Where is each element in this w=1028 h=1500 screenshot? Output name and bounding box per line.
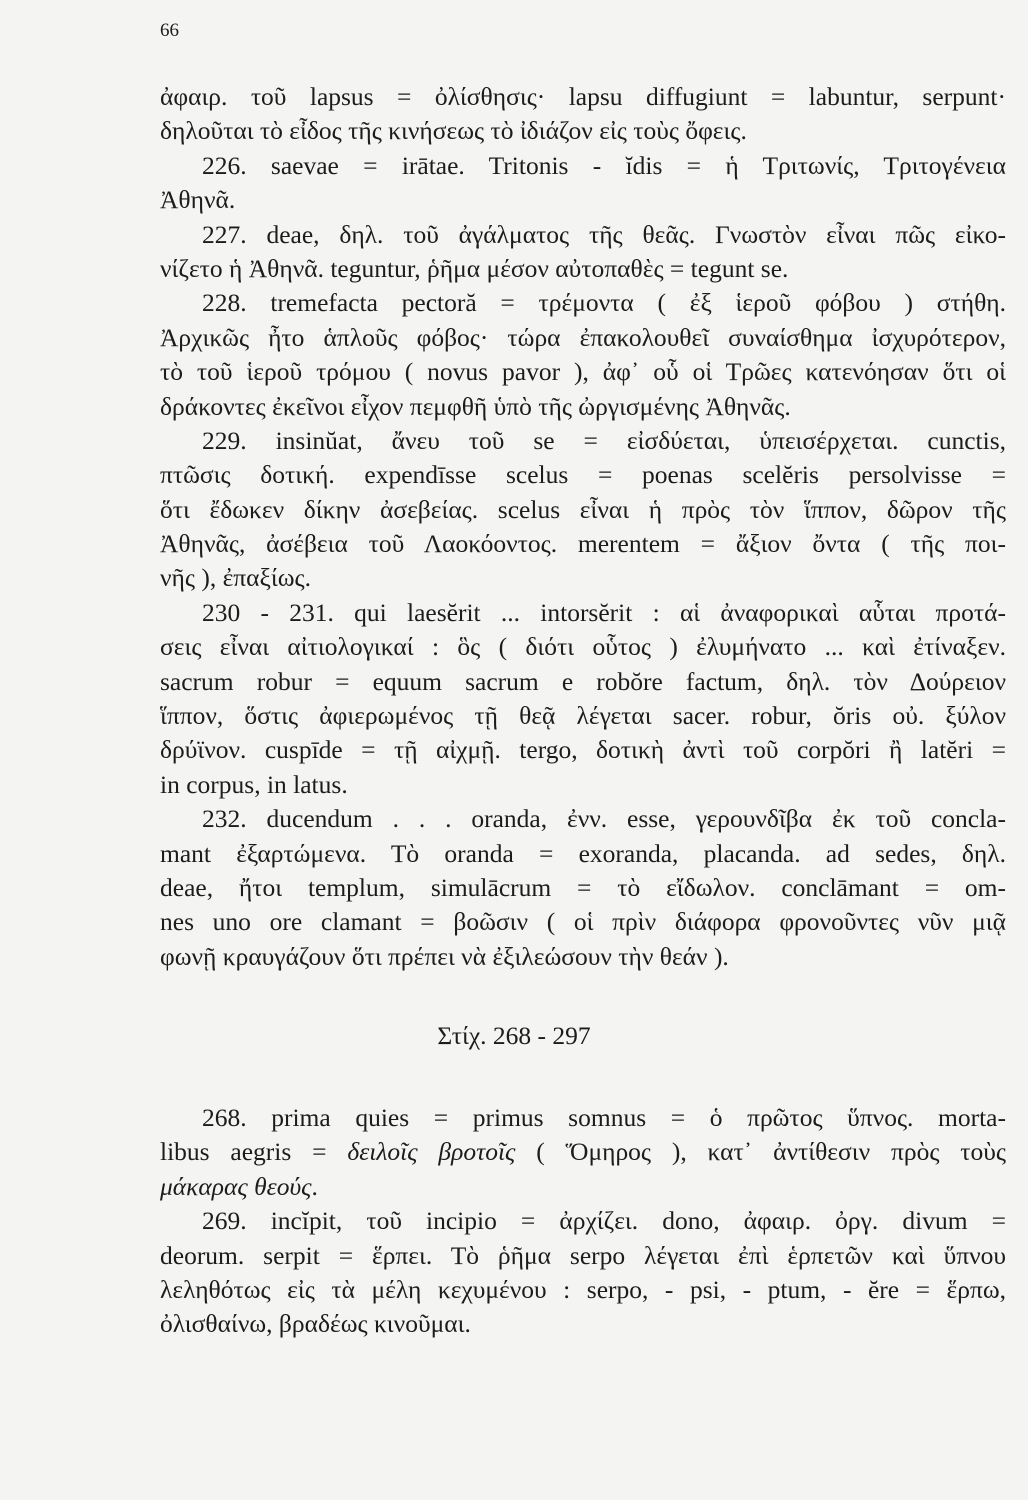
text-line: ὀλισθαίνω, βραδέως κινοῦμαι. <box>160 1309 471 1339</box>
text-line: δράκοντες ἐκεῖνοι εἶχον πεμφθῆ ὑπὸ τῆς ὠργισμένης Ἀθηνᾶς. <box>160 391 791 421</box>
section-heading: Στίχ. 268 - 297 <box>437 1021 591 1050</box>
text-line: deae, ἤτοι templum, simulācrum = τὸ εἴδωλον. conclāmant = om- <box>160 872 1006 902</box>
text-line: 229. insinŭat, ἄνευ τοῦ se = εἰσδύεται, ὑπεισέρχεται. cunctis, <box>202 425 1006 455</box>
text-line: νίζετο ἡ Ἀθηνᾶ. teguntur, ῥῆμα μέσον αὐτοπαθὲς = tegunt se. <box>160 253 789 283</box>
text-line: πτῶσις δοτική. expendīsse scelus = poenas scelĕris persolvisse = <box>160 460 1006 490</box>
text-line: Ἀθηνᾶ. <box>160 185 236 215</box>
italic-phrase: δειλοῖς βροτοῖς <box>347 1137 516 1167</box>
text-line: 232. ducendum . . . oranda, ἐνν. esse, γερουνδῖβα ἐκ τοῦ concla- <box>202 804 1006 834</box>
text-line: ἵππον, ὅστις ἀφιερωμένος τῇ θεᾷ λέγεται sacer. robur, ŏris οὐ. ξύλον <box>160 701 1006 731</box>
text-line: δηλοῦται τὸ εἶδος τῆς κινήσεως τὸ ἰδιάζον εἰς τοὺς ὄφεις. <box>160 116 747 146</box>
text-line: λεληθότως εἰς τὰ μέλη κεχυμένου : serpo, - psi, - ptum, - ĕre = ἕρπω, <box>160 1274 1006 1304</box>
text-line: 227. deae, δηλ. τοῦ ἀγάλματος τῆς θεᾶς. Γνωστὸν εἶναι πῶς εἰκο- <box>202 219 1006 249</box>
text-line: 269. incĭpit, τοῦ incipio = ἀρχίζει. dono, ἀφαιρ. ὀργ. divum = <box>202 1206 1006 1236</box>
text-line: sacrum robur = equum sacrum e robŏre factum, δηλ. τὸν Δούρειον <box>160 666 1006 696</box>
italic-phrase: μάκαρας θεούς <box>160 1171 312 1201</box>
text-line: in corpus, in latus. <box>160 769 348 799</box>
text-line: ἀφαιρ. τοῦ lapsus = ὀλίσθησις· lapsu diffugiunt = labuntur, serpunt· <box>160 82 1006 111</box>
text-line: deorum. serpit = ἕρπει. Τὸ ῥῆμα serpo λέγεται ἐπὶ ἑρπετῶν καὶ ὕπνου <box>160 1240 1006 1270</box>
text-line: 226. saevae = irātae. Tritonis - ĭdis = ἡ Τριτωνίς, Τριτογένεια <box>202 150 1006 180</box>
text-line: nes uno ore clamant = βοῶσιν ( οἱ πρὶν διάφορα φρονοῦντες νῦν μιᾷ <box>160 907 1006 937</box>
text-line: libus aegris = δειλοῖς βροτοῖς ( Ὅμηρος ), κατ᾽ ἀντίθεσιν πρὸς τοὺς <box>160 1137 1006 1167</box>
text-line: mant ἐξαρτώμενα. Τὸ oranda = exoranda, placanda. ad sedes, δηλ. <box>160 838 1006 868</box>
text-line: Ἀθηνᾶς, ἀσέβεια τοῦ Λαοκόοντος. merentem = ἄξιον ὄντα ( τῆς ποι- <box>160 529 1006 559</box>
text-line: ὅτι ἔδωκεν δίκην ἀσεβείας. scelus εἶναι ἡ πρὸς τὸν ἵππον, δῶρον τῆς <box>160 494 1006 524</box>
text-line: Ἀρχικῶς ἦτο ἁπλοῦς φόβος· τώρα ἐπακολουθεῖ συναίσθημα ἰσχυρότερον, <box>160 322 1006 352</box>
text-line: 228. tremefacta pectoră = τρέμοντα ( ἐξ ἱεροῦ φόβου ) στήθη. <box>202 288 1006 318</box>
text-line: τὸ τοῦ ἱεροῦ τρόμου ( novus pavor ), ἀφ᾽ οὗ οἱ Τρῶες κατενόησαν ὅτι οἱ <box>160 357 1006 387</box>
text-line: μάκαρας θεούς. <box>160 1171 318 1201</box>
page-number: 66 <box>160 20 179 41</box>
commentary-block-2 <box>160 1101 1006 1342</box>
commentary-block-1 <box>160 80 1006 974</box>
text-line: 230 - 231. qui laesĕrit ... intorsĕrit : αἱ ἀναφορικαὶ αὗται προτά- <box>202 597 1006 627</box>
text-line: νῆς ), ἐπαξίως. <box>160 563 312 593</box>
text-line: δρύϊνον. cuspīde = τῇ αἰχμῇ. tergo, δοτικὴ ἀντὶ τοῦ corpŏri ἢ latĕri = <box>160 735 1006 765</box>
text-line: 268. prima quies = primus somnus = ὁ πρῶτος ὕπνος. morta- <box>202 1103 1006 1132</box>
text-line: φωνῇ κραυγάζουν ὅτι πρέπει νὰ ἐξιλεώσουν τὴν θεάν ). <box>160 941 729 971</box>
text-line: σεις εἶναι αἰτιολογικαί : ὃς ( διότι οὗτος ) ἐλυμήνατο ... καὶ ἐτίναξεν. <box>160 632 1006 662</box>
